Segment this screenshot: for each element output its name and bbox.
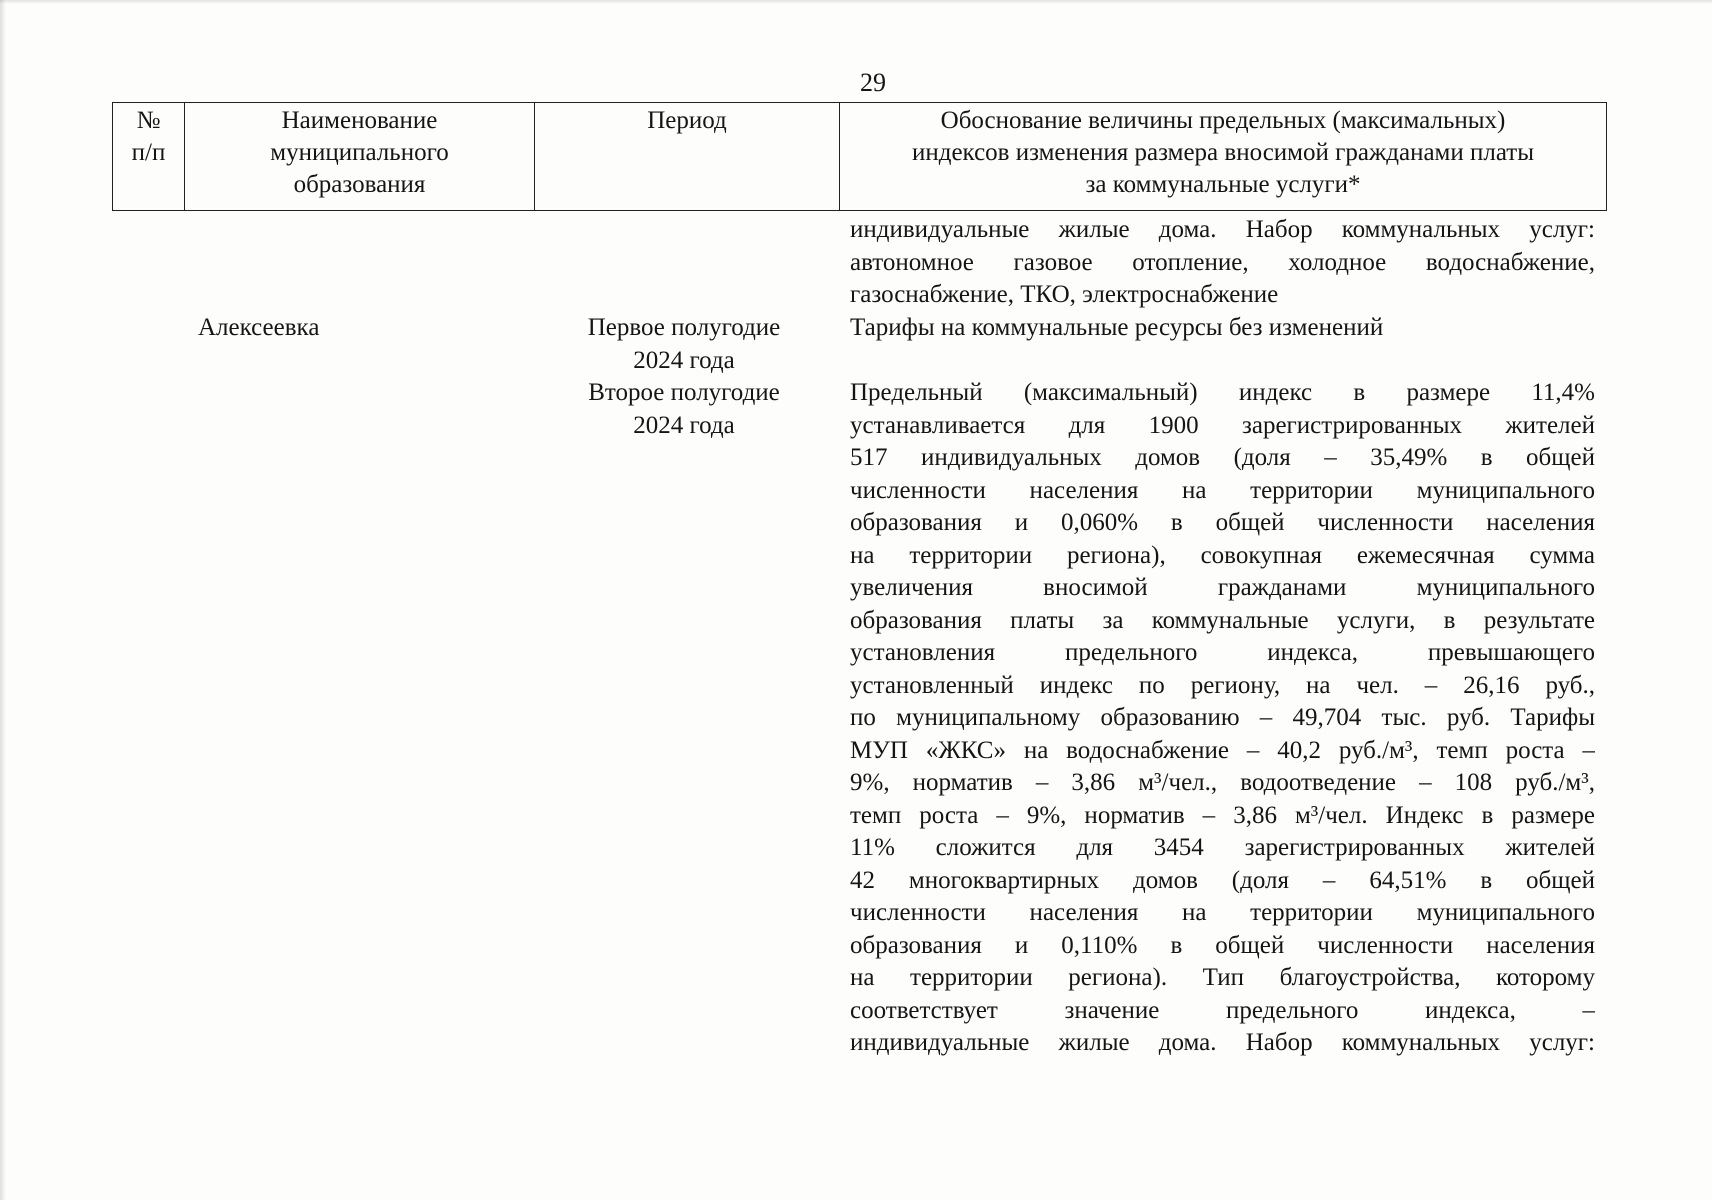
text-line: образования и 0,110% в общей численности населения <box>850 931 1595 959</box>
period-line: Второе полугодие <box>588 379 780 406</box>
header-col-justification-line: индексов изменения размера вносимой гражданами платы <box>911 139 1535 166</box>
text-line: автономное газовое отопление, холодное водоснабжение, <box>850 248 1595 276</box>
header-col-municipality-line: образования <box>293 171 426 198</box>
text-line: численности населения на территории муниципального <box>850 476 1595 504</box>
header-col-number-line: № <box>136 107 161 134</box>
text-line: образования и 0,060% в общей численности населения <box>850 509 1595 536</box>
scan-left-shadow <box>0 0 6 1200</box>
justification-first-half <box>850 312 1595 345</box>
text-line: установления предельного индекса, превышающего <box>850 639 1595 666</box>
period-line: Первое полугодие <box>587 314 781 341</box>
header-col-justification <box>840 103 1606 210</box>
text-line: на территории региона). Тип благоустройства, которому <box>850 964 1595 991</box>
header-col-municipality <box>185 103 535 210</box>
text-line: увеличения вносимой гражданами муниципального <box>850 574 1595 601</box>
period-first-half <box>548 312 820 377</box>
text-line: по муниципальному образованию – 49,704 тыс. руб. Тарифы <box>850 704 1595 731</box>
text-line: темп роста – 9%, норматив – 3,86 м³/чел. Индекс в размере <box>850 801 1595 829</box>
text-line: Предельный (максимальный) индекс в размере 11,4% <box>850 379 1595 406</box>
header-col-number <box>113 103 185 210</box>
text-line: численности населения на территории муниципального <box>850 899 1595 926</box>
scan-top-shadow <box>0 0 1712 4</box>
continuation-text <box>850 214 1595 312</box>
text-line: образования платы за коммунальные услуги, в результате <box>850 606 1595 634</box>
text-line: 517 индивидуальных домов (доля – 35,49% в общей <box>850 444 1595 471</box>
text-line: устанавливается для 1900 зарегистрированных жителей <box>850 411 1595 439</box>
header-col-justification-line: Обоснование величины предельных (максимальных) <box>940 107 1506 134</box>
header-col-period-line: Период <box>647 107 727 134</box>
page-number: 29 <box>860 68 886 97</box>
text-line: установленный индекс по региону, на чел. – 26,16 руб., <box>850 671 1595 699</box>
table-header <box>112 102 1607 211</box>
header-col-municipality-line: муниципального <box>270 139 449 166</box>
header-col-municipality-line: Наименование <box>281 107 438 134</box>
text-line: МУП «ЖКС» на водоснабжение – 40,2 руб./м³, темп роста – <box>850 736 1595 764</box>
period-line: 2024 года <box>633 411 735 439</box>
text-line: 11% сложится для 3454 зарегистрированных жителей <box>850 834 1595 861</box>
period-second-half <box>548 377 820 442</box>
justification-second-half <box>850 377 1595 1060</box>
text-line: на территории региона), совокупная ежемесячная сумма <box>850 541 1595 569</box>
period-line: 2024 года <box>633 346 735 374</box>
header-col-period <box>535 103 840 210</box>
text-line: индивидуальные жилые дома. Набор коммунальных услуг: <box>850 216 1595 243</box>
text-line: соответствует значение предельного индекса, – <box>850 996 1595 1024</box>
header-col-number-line: п/п <box>131 139 166 166</box>
text-line: Тарифы на коммунальные ресурсы без изменений <box>850 314 1384 341</box>
text-line: газоснабжение, ТКО, электроснабжение <box>850 281 1279 308</box>
text-line: 42 многоквартирных домов (доля – 64,51% в общей <box>850 866 1595 894</box>
text-line: индивидуальные жилые дома. Набор коммунальных услуг: <box>850 1029 1595 1056</box>
municipality-name: Алексеевка <box>198 314 320 341</box>
header-col-justification-line: за коммунальные услуги* <box>1085 171 1361 198</box>
text-line: 9%, норматив – 3,86 м³/чел., водоотведение – 108 руб./м³, <box>850 769 1595 796</box>
